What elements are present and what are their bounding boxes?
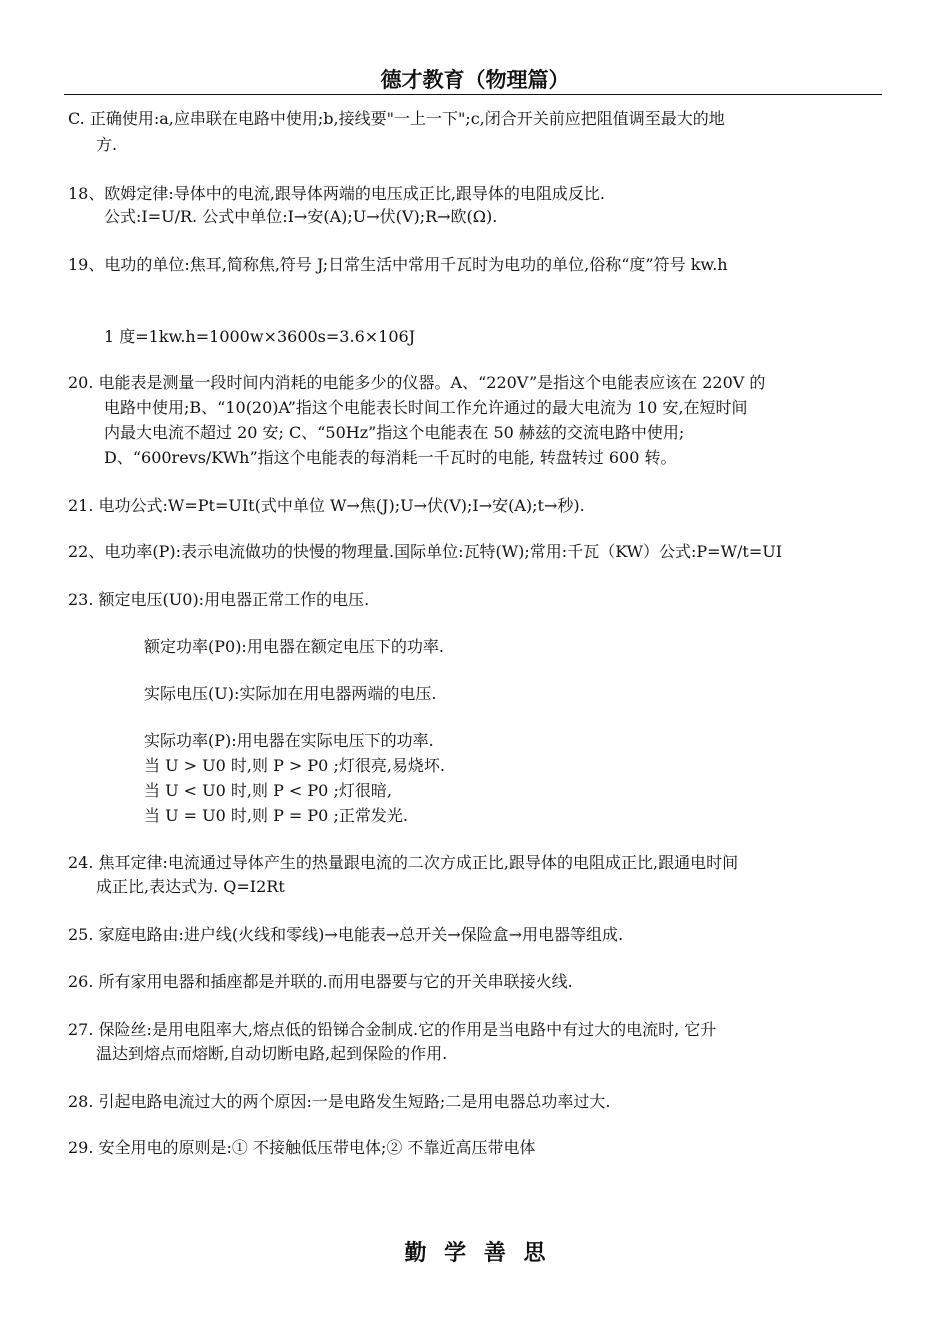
header-divider	[64, 94, 882, 95]
item-24-line-2: 成正比,表达式为. Q=I2Rt	[96, 877, 285, 896]
item-27-line-2: 温达到熔点而熔断,自动切断电路,起到保险的作用.	[96, 1044, 448, 1063]
item-21: 21. 电功公式:W=Pt=UIt(式中单位 W→焦(J);U→伏(V);I→安(A);t→秒).	[68, 496, 585, 515]
page-header-title: 德才教育（物理篇）	[380, 68, 570, 92]
footer-motto: 勤 学 善 思	[404, 1241, 546, 1266]
item-29: 29. 安全用电的原则是:① 不接触低压带电体;② 不靠近高压带电体	[68, 1138, 536, 1157]
item-23-line-6: 当 U < U0 时,则 P < P0 ;灯很暗,	[144, 781, 392, 800]
item-23-line-4: 实际功率(P):用电器在实际电压下的功率.	[144, 731, 434, 750]
item-20-line-3: 内最大电流不超过 20 安; C、“50Hz”指这个电能表在 50 赫兹的交流电路中使用;	[104, 423, 685, 442]
item-27-line-1: 27. 保险丝:是用电阻率大,熔点低的铅锑合金制成.它的作用是当电路中有过大的电流时, 它升	[68, 1020, 717, 1039]
item-23-line-3: 实际电压(U):实际加在用电器两端的电压.	[144, 684, 437, 703]
item-23-line-5: 当 U > U0 时,则 P > P0 ;灯很亮,易烧坏.	[144, 756, 446, 775]
item-23-line-1: 23. 额定电压(U0):用电器正常工作的电压.	[68, 590, 370, 609]
item-19-line-1: 19、电功的单位:焦耳,简称焦,符号 J;日常生活中常用千瓦时为电功的单位,俗称“度”符号 kw.h	[68, 255, 728, 274]
item-25: 25. 家庭电路由:进户线(火线和零线)→电能表→总开关→保险盒→用电器等组成.	[68, 925, 624, 944]
item-18-line-1: 18、欧姆定律:导体中的电流,跟导体两端的电压成正比,跟导体的电阻成反比.	[68, 184, 606, 203]
item-c-line-2: 方.	[96, 135, 118, 154]
item-20-line-1: 20. 电能表是测量一段时间内消耗的电能多少的仪器。A、“220V”是指这个电能表应该在 220V 的	[68, 373, 766, 392]
item-28: 28. 引起电路电流过大的两个原因:一是电路发生短路;二是用电器总功率过大.	[68, 1092, 611, 1111]
item-20-line-2: 电路中使用;B、“10(20)A”指这个电能表长时间工作允许通过的最大电流为 10 安,在短时间	[104, 398, 748, 417]
item-c-line-1: C. 正确使用:a,应串联在电路中使用;b,接线要"一上一下";c,闭合开关前应把阻值调至最大的地	[68, 109, 725, 128]
item-22: 22、电功率(P):表示电流做功的快慢的物理量.国际单位:瓦特(W);常用:千瓦（KW）公式:P=W/t=UI	[68, 542, 783, 561]
item-19-line-2: 1 度=1kw.h=1000w×3600s=3.6×106J	[104, 327, 416, 346]
item-20-line-4: D、“600revs/KWh”指这个电能表的每消耗一千瓦时的电能, 转盘转过 600 转。	[104, 448, 677, 467]
item-24-line-1: 24. 焦耳定律:电流通过导体产生的热量跟电流的二次方成正比,跟导体的电阻成正比,跟通电时间	[68, 853, 739, 872]
item-23-line-2: 额定功率(P0):用电器在额定电压下的功率.	[144, 637, 444, 656]
item-23-line-7: 当 U = U0 时,则 P = P0 ;正常发光.	[144, 806, 408, 825]
item-26: 26. 所有家用电器和插座都是并联的.而用电器要与它的开关串联接火线.	[68, 972, 573, 991]
item-18-line-2: 公式:I=U/R. 公式中单位:I→安(A);U→伏(V);R→欧(Ω).	[104, 207, 498, 226]
